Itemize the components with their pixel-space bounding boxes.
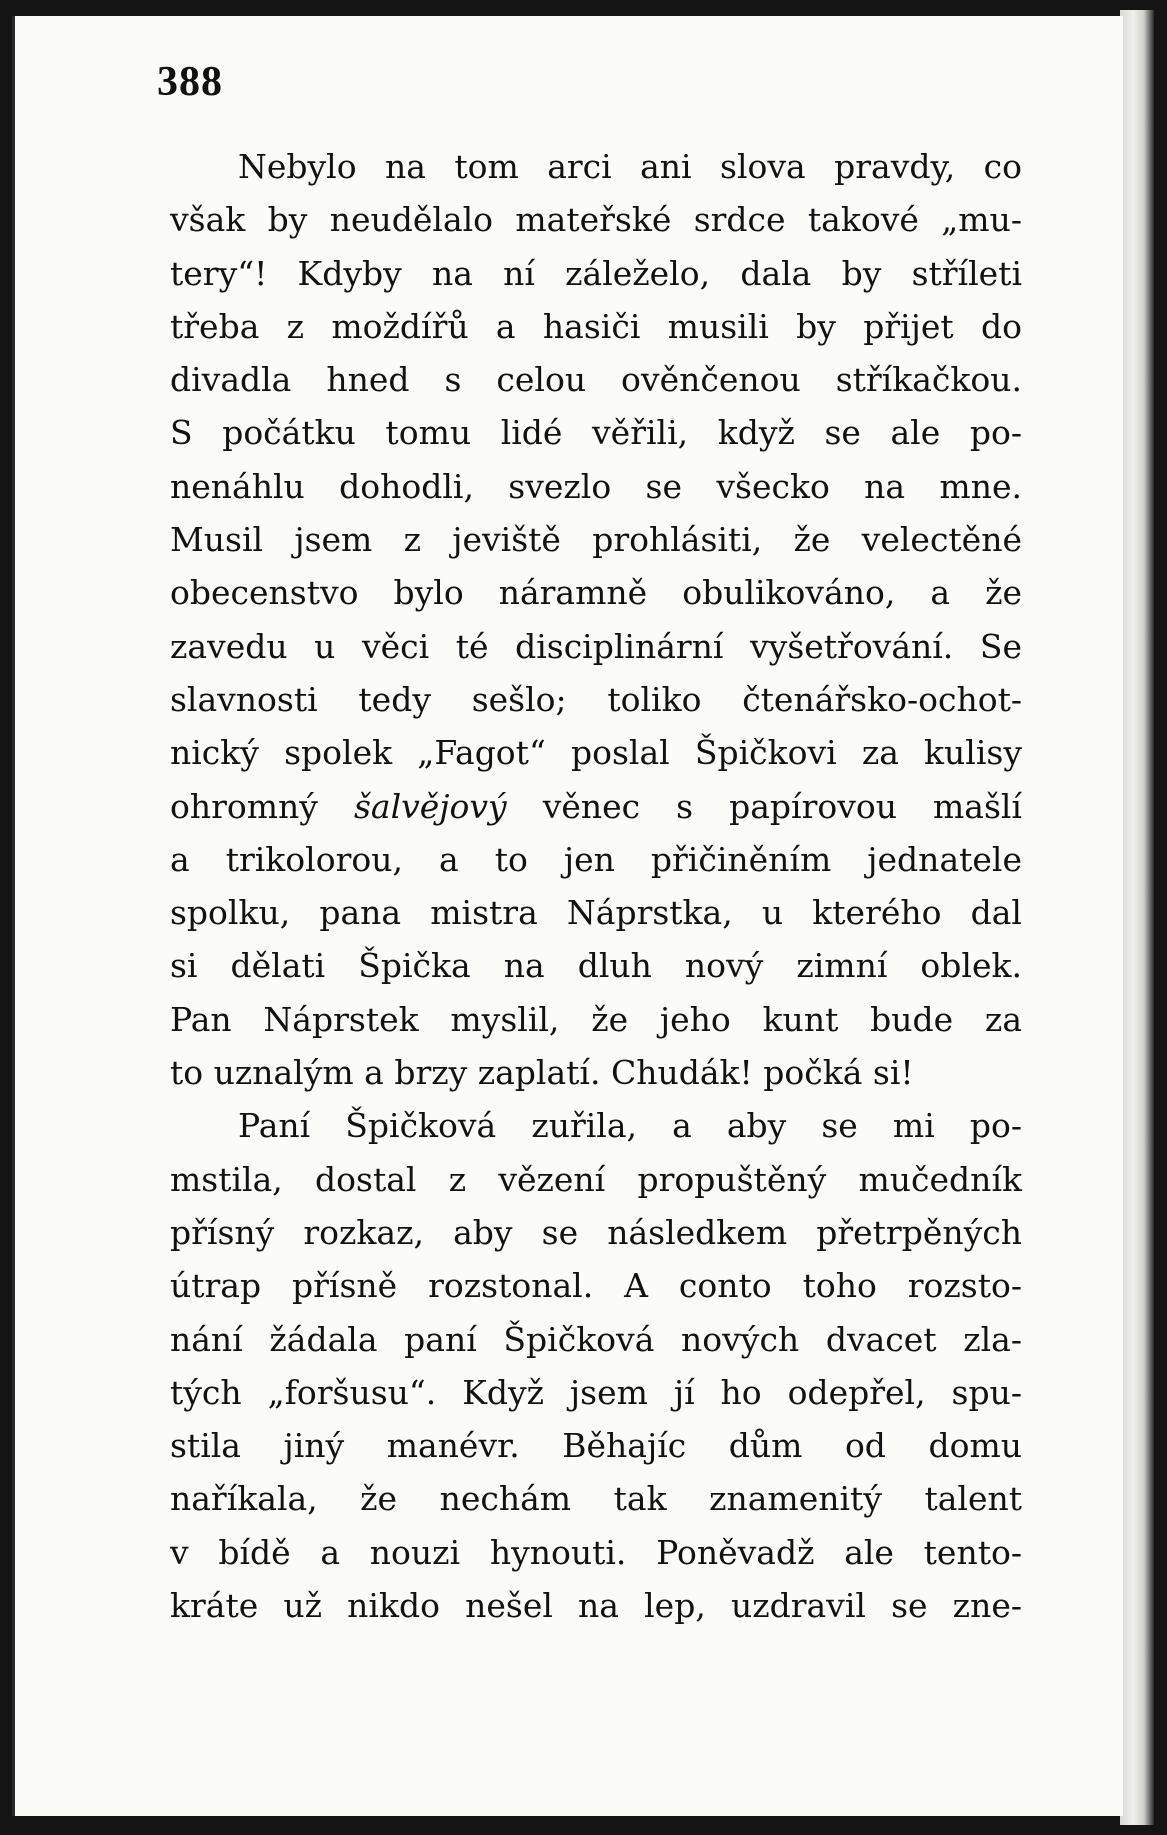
text-line: nání žádala paní Špičková nových dvacet zla- [170, 1319, 1022, 1359]
text-line: nický spolek „Fagot“ poslal Špičkovi za kulisy [170, 733, 1022, 773]
text-line: a trikolorou, a to jen přičiněním jednatele [170, 839, 1022, 879]
text-line: spolku, pana mistra Náprstka, u kterého dal [170, 893, 1022, 933]
text-line: Pan Náprstek myslil, že jeho kunt bude za [170, 999, 1022, 1039]
text-line: S počátku tomu lidé věřili, když se ale po- [170, 413, 1022, 453]
text-line-segment: ohromný [170, 786, 354, 826]
text-line: Musil jsem z jeviště prohlásiti, že velectěné [170, 520, 1022, 560]
text-line: tých „foršusu“. Když jsem jí ho odepřel, spu- [170, 1372, 1022, 1412]
text-line: to uznalým a brzy zaplatí. Chudák! počká si! [170, 1053, 914, 1093]
italic-word: šalvějový [353, 786, 507, 826]
text-line: divadla hned s celou ověnčenou stříkačkou. [170, 360, 1022, 400]
text-line: si dělati Špička na dluh nový zimní oblek. [170, 946, 1022, 986]
text-line: tery“! Kdyby na ní záleželo, dala by stříleti [170, 253, 1022, 293]
text-line: Nebylo na tom arci ani slova pravdy, co [238, 147, 1022, 186]
text-line: slavnosti tedy sešlo; toliko čtenářsko-ochot- [170, 679, 1022, 719]
text-line-segment: věnec s papírovou mašlí [506, 786, 1022, 826]
text-line: třeba z moždířů a hasiči musili by přijet do [170, 306, 1022, 346]
text-line: kráte už nikdo nešel na lep, uzdravil se zne- [170, 1586, 1022, 1626]
text-line: nenáhlu dohodli, svezlo se všecko na mne. [170, 466, 1022, 506]
text-line: přísný rozkaz, aby se následkem přetrpěných [170, 1212, 1022, 1252]
page-edge [1120, 10, 1154, 1825]
page-number: 388 [157, 59, 223, 105]
body-text [170, 140, 1022, 1632]
text-line: útrap přísně rozstonal. A conto toho rozsto- [170, 1266, 1022, 1306]
text-line: naříkala, že nechám tak znamenitý talent [170, 1479, 1022, 1519]
text-line: však by neudělalo mateřské srdce takové „mu- [170, 200, 1022, 240]
text-line: mstila, dostal z vězení propuštěný mučedník [170, 1159, 1022, 1199]
text-line [170, 780, 1022, 833]
text-line: obecenstvo bylo náramně obulikováno, a že [170, 573, 1022, 613]
text-line: Paní Špičková zuřila, a aby se mi po- [238, 1106, 1022, 1146]
text-line: v bídě a nouzi hynouti. Poněvadž ale tento- [170, 1532, 1022, 1572]
text-line: stila jiný manévr. Běhajíc dům od domu [170, 1426, 1022, 1466]
text-line: zavedu u věci té disciplinární vyšetřování. Se [170, 626, 1022, 666]
